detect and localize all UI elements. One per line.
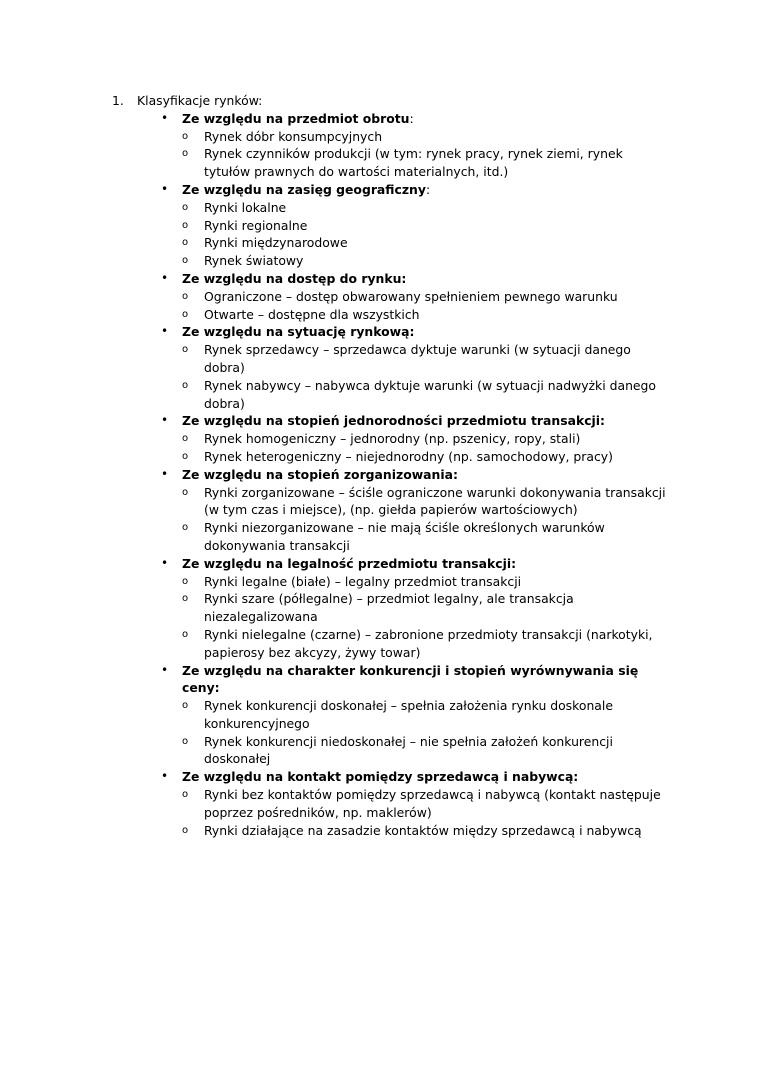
list-item xyxy=(182,252,672,270)
item-list xyxy=(182,573,672,662)
circle-bullet-icon: o xyxy=(182,201,189,213)
document-title: Klasyfikacje rynków: xyxy=(137,93,263,108)
document-content xyxy=(112,92,672,839)
section-heading-line xyxy=(182,412,672,430)
circle-bullet-icon: o xyxy=(182,450,189,462)
section xyxy=(112,555,672,662)
list-item xyxy=(182,234,672,252)
list-item-text: Rynek heterogeniczny – niejednorodny (np. samochodowy, pracy) xyxy=(204,448,613,464)
item-list xyxy=(182,341,672,412)
list-number: 1. xyxy=(112,93,124,108)
section-heading: Ze względu na sytuację rynkową: xyxy=(182,324,415,340)
section-heading: Ze względu na przedmiot obrotu xyxy=(182,110,410,126)
list-item xyxy=(182,145,672,181)
list-item-text: Rynek konkurencji doskonałej – spełnia założenia rynku doskonale konkurencyjnego xyxy=(204,698,613,731)
list-item-text: Rynki działające na zasadzie kontaktów między sprzedawcą i nabywcą xyxy=(204,822,642,838)
section-heading-line xyxy=(182,181,672,199)
section-heading-suffix: : xyxy=(409,110,414,126)
list-item-text: Rynek czynników produkcji (w tym: rynek pracy, rynek ziemi, rynek tytułów prawnych do wartości materialnych, itd.) xyxy=(204,146,623,180)
circle-bullet-icon: o xyxy=(182,824,189,836)
list-item xyxy=(182,217,672,235)
section-heading: Ze względu na stopień zorganizowania: xyxy=(182,466,458,482)
section-heading: Ze względu na stopień jednorodności przedmiotu transakcji: xyxy=(182,413,605,429)
list-item-text: Rynek sprzedawcy – sprzedawca dyktuje warunki (w sytuacji danego dobra) xyxy=(204,342,631,375)
circle-bullet-icon: o xyxy=(182,522,189,534)
section-heading: Ze względu na kontakt pomiędzy sprzedawcą i nabywcą: xyxy=(182,769,579,785)
list-item xyxy=(182,626,672,662)
list-item xyxy=(182,128,672,146)
section-heading-line xyxy=(182,270,672,288)
list-item xyxy=(182,697,672,733)
list-item-text: Rynki zorganizowane – ściśle ograniczone warunki dokonywania transakcji (w tym czas i miejsce), (np. giełda papierów wartościowych) xyxy=(204,484,666,518)
section-heading: Ze względu na legalność przedmiotu transakcji: xyxy=(182,555,517,571)
list-item-text: Rynki szare (półlegalne) – przedmiot legalny, ale transakcja niezalegalizowana xyxy=(204,591,574,625)
section xyxy=(112,181,672,270)
bullet-icon: • xyxy=(161,110,169,125)
bullet-icon: • xyxy=(161,662,169,677)
circle-bullet-icon: o xyxy=(182,433,189,445)
list-item xyxy=(182,199,672,217)
list-item xyxy=(182,288,672,306)
circle-bullet-icon: o xyxy=(182,593,189,605)
list-item xyxy=(182,519,672,555)
item-list xyxy=(182,697,672,768)
circle-bullet-icon: o xyxy=(182,219,189,231)
section xyxy=(112,662,672,769)
list-item-text: Rynki bez kontaktów pomiędzy sprzedawcą i nabywcą (kontakt następuje poprzez pośredników, np. maklerów) xyxy=(204,787,661,820)
circle-bullet-icon: o xyxy=(182,735,189,747)
circle-bullet-icon: o xyxy=(182,379,189,391)
list-item-text: Rynek homogeniczny – jednorodny (np. pszenicy, ropy, stali) xyxy=(204,431,581,447)
list-item-text: Rynek światowy xyxy=(204,253,304,269)
list-item xyxy=(182,306,672,324)
list-item-text: Rynki nielegalne (czarne) – zabronione przedmioty transakcji (narkotyki, papierosy bez akcyzy, żywy towar) xyxy=(204,626,653,660)
circle-bullet-icon: o xyxy=(182,628,189,640)
circle-bullet-icon: o xyxy=(182,575,189,587)
item-list xyxy=(182,199,672,270)
circle-bullet-icon: o xyxy=(182,148,189,160)
item-list xyxy=(182,288,672,324)
section xyxy=(112,466,672,555)
section-heading-line xyxy=(182,466,672,484)
list-item-text: Rynki lokalne xyxy=(204,199,287,215)
sections-list xyxy=(112,110,672,840)
list-item-text: Rynki regionalne xyxy=(204,217,308,233)
section xyxy=(112,412,672,465)
section-heading-line xyxy=(182,555,672,573)
circle-bullet-icon: o xyxy=(182,700,189,712)
section xyxy=(112,768,672,839)
circle-bullet-icon: o xyxy=(182,237,189,249)
section-heading-suffix: : xyxy=(425,181,431,197)
circle-bullet-icon: o xyxy=(182,486,189,498)
circle-bullet-icon: o xyxy=(182,789,189,801)
section-heading: Ze względu na charakter konkurencji i stopień wyrównywania się ceny: xyxy=(182,662,639,696)
list-item xyxy=(182,430,672,448)
list-item-text: Rynek konkurencji niedoskonałej – nie spełnia założeń konkurencji doskonałej xyxy=(204,733,613,767)
bullet-icon: • xyxy=(161,466,169,481)
circle-bullet-icon: o xyxy=(182,255,189,267)
bullet-icon: • xyxy=(161,270,169,285)
section-heading-line xyxy=(182,323,672,341)
list-item xyxy=(182,590,672,626)
section-heading: Ze względu na zasięg geograficzny xyxy=(182,181,426,197)
section xyxy=(112,323,672,412)
bullet-icon: • xyxy=(161,181,169,196)
circle-bullet-icon: o xyxy=(182,344,189,356)
bullet-icon: • xyxy=(161,555,169,570)
list-item xyxy=(182,341,672,377)
circle-bullet-icon: o xyxy=(182,130,189,142)
list-item xyxy=(182,573,672,591)
list-item xyxy=(182,733,672,769)
list-item-text: Otwarte – dostępne dla wszystkich xyxy=(204,306,420,322)
bullet-icon: • xyxy=(161,769,169,784)
circle-bullet-icon: o xyxy=(182,308,189,320)
section-heading-line xyxy=(182,768,672,786)
bullet-icon: • xyxy=(161,413,169,428)
item-list xyxy=(182,430,672,466)
list-item xyxy=(182,377,672,413)
section xyxy=(112,110,672,181)
list-item-text: Ograniczone – dostęp obwarowany spełnieniem pewnego warunku xyxy=(204,288,618,304)
list-item-text: Rynki legalne (białe) – legalny przedmiot transakcji xyxy=(204,573,522,589)
list-item-text: Rynki niezorganizowane – nie mają ściśle określonych warunków dokonywania transakcji xyxy=(204,520,605,553)
section-heading: Ze względu na dostęp do rynku: xyxy=(182,270,407,286)
numbered-heading xyxy=(112,92,672,110)
circle-bullet-icon: o xyxy=(182,290,189,302)
list-item xyxy=(182,448,672,466)
list-item-text: Rynek nabywcy – nabywca dyktuje warunki (w sytuacji nadwyżki danego dobra) xyxy=(204,377,656,411)
item-list xyxy=(182,786,672,839)
section xyxy=(112,270,672,323)
list-item-text: Rynki międzynarodowe xyxy=(204,235,348,251)
item-list xyxy=(182,128,672,181)
section-heading-line xyxy=(182,110,672,128)
section-heading-line xyxy=(182,662,672,698)
list-item xyxy=(182,786,672,822)
item-list xyxy=(182,484,672,555)
bullet-icon: • xyxy=(161,324,169,339)
list-item xyxy=(182,822,672,840)
list-item xyxy=(182,484,672,520)
list-item-text: Rynek dóbr konsumpcyjnych xyxy=(204,128,383,144)
